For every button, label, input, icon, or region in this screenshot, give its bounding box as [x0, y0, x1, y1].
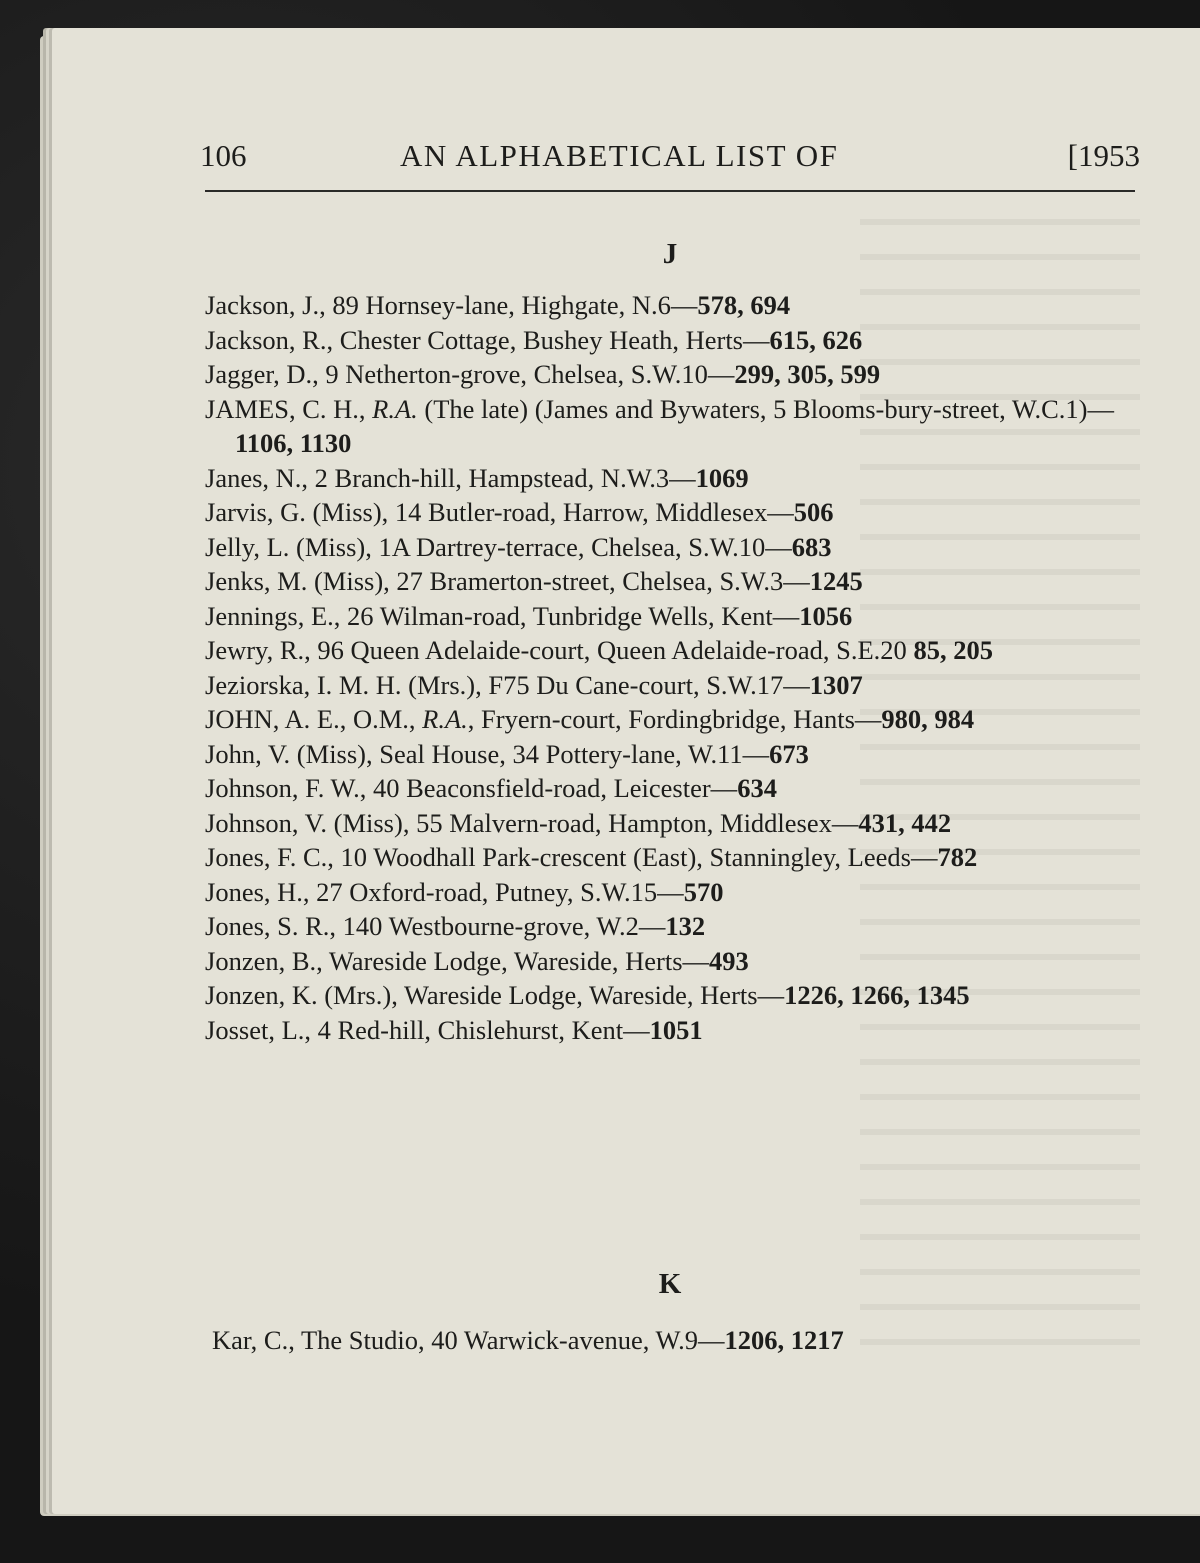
list-entry [205, 978, 1145, 1013]
entry-numbers: 493 [709, 945, 749, 976]
entry-numbers: 980, 984 [881, 704, 975, 734]
list-entry [205, 737, 1145, 772]
list-entry [205, 771, 1145, 806]
entry-numbers: 299, 305, 599 [734, 359, 881, 389]
header-rule [205, 190, 1135, 192]
entry-name: JOHN, A. E., O.M., [205, 704, 423, 734]
list-entry [205, 564, 1145, 599]
entry-address: Jennings, E., 26 Wilman-road, Tunbridge Wells, Kent— [205, 600, 800, 631]
entry-numbers: 578, 694 [697, 290, 791, 320]
list-entry [205, 1013, 1145, 1048]
entry-address: Josset, L., 4 Red-hill, Chislehurst, Kent— [205, 1014, 650, 1045]
entry-address: Jeziorska, I. M. H. (Mrs.), F75 Du Cane-court, S.W.17— [205, 669, 810, 700]
list-entry [205, 392, 1145, 461]
entry-numbers: 1069 [695, 462, 749, 493]
list-entry [205, 495, 1145, 530]
section-letter-j: J [662, 238, 678, 270]
entry-numbers: 1245 [809, 566, 863, 596]
entry-address: Jelly, L. (Miss), 1A Dartrey-terrace, Chelsea, S.W.10— [205, 531, 792, 562]
entries-list-j [205, 288, 1145, 1047]
list-entry [205, 599, 1145, 634]
entry-numbers: 506 [793, 497, 834, 527]
entry-numbers: 1307 [809, 669, 863, 700]
entry-address: Johnson, F. W., 40 Beaconsfield-road, Leicester— [205, 773, 738, 803]
entry-numbers: 634 [737, 773, 777, 803]
entry-address: Johnson, V. (Miss), 55 Malvern-road, Hampton, Middlesex— [205, 807, 859, 838]
list-entry [205, 530, 1145, 565]
entry-address: Jenks, M. (Miss), 27 Bramerton-street, Chelsea, S.W.3— [205, 566, 810, 596]
year-label: [1953 [1067, 138, 1140, 173]
list-entry [205, 357, 1145, 392]
entry-address: John, V. (Miss), Seal House, 34 Pottery-lane, W.11— [205, 738, 770, 769]
entry-address: Jones, H., 27 Oxford-road, Putney, S.W.15— [205, 876, 684, 907]
list-entry [205, 633, 1145, 668]
list-entry [205, 806, 1145, 841]
entry-address: Jackson, J., 89 Hornsey-lane, Highgate, N.6— [205, 290, 698, 320]
entry-numbers: 85, 205 [913, 635, 993, 665]
list-entry [205, 461, 1145, 496]
entry-numbers: 1051 [649, 1014, 703, 1045]
entry-address: Jewry, R., 96 Queen Adelaide-court, Queen Adelaide-road, S.E.20 [205, 635, 914, 665]
entry-address: Kar, C., The Studio, 40 Warwick-avenue, W.9— [212, 1325, 725, 1355]
entry-address: , Fryern-court, Fordingbridge, Hants— [467, 704, 882, 734]
entry-address: Jagger, D., 9 Netherton-grove, Chelsea, S.W.10— [205, 359, 735, 389]
entry-address: Jones, S. R., 140 Westbourne-grove, W.2— [205, 911, 666, 941]
entry-address: Janes, N., 2 Branch-hill, Hampstead, N.W.3— [205, 462, 696, 493]
page-number: 106 [200, 138, 247, 173]
list-entry [212, 1323, 1152, 1358]
entry-address: Jackson, R., Chester Cottage, Bushey Heath, Herts— [205, 324, 770, 355]
list-entry [205, 944, 1145, 979]
entry-numbers: 1226, 1266, 1345 [784, 980, 970, 1010]
list-entry [205, 668, 1145, 703]
list-entry [205, 288, 1145, 323]
entry-numbers: 570 [683, 876, 724, 907]
entry-title-italic: R.A. [372, 393, 418, 424]
list-entry [205, 323, 1145, 358]
section-letter-k: K [658, 1268, 682, 1300]
entry-numbers: 132 [665, 911, 706, 941]
list-entry [205, 702, 1145, 737]
entry-numbers: 431, 442 [858, 807, 952, 838]
list-entry [205, 875, 1145, 910]
page-title: AN ALPHABETICAL LIST OF [400, 138, 839, 173]
entry-numbers: 1056 [799, 600, 853, 631]
entry-numbers: 782 [937, 842, 978, 872]
entry-numbers: 683 [791, 531, 832, 562]
entry-name: JAMES, C. H., [205, 393, 373, 424]
entry-numbers: 1206, 1217 [724, 1325, 844, 1355]
list-entry [205, 909, 1145, 944]
entry-numbers: 673 [769, 738, 809, 769]
entry-address: Jarvis, G. (Miss), 14 Butler-road, Harrow, Middlesex— [205, 497, 794, 527]
entry-address: Jonzen, K. (Mrs.), Wareside Lodge, Wareside, Herts— [205, 980, 785, 1010]
entries-list-k [212, 1323, 1152, 1358]
entry-title-italic: R.A. [422, 704, 468, 734]
entry-numbers: 1106, 1130 [235, 428, 352, 458]
entry-address: (The late) (James and Bywaters, 5 Blooms-bury-street, W.C.1)— [417, 393, 1114, 424]
entry-address: Jones, F. C., 10 Woodhall Park-crescent (East), Stanningley, Leeds— [205, 842, 938, 872]
list-entry [205, 840, 1145, 875]
running-header [200, 138, 1140, 182]
entry-address: Jonzen, B., Wareside Lodge, Wareside, Herts— [205, 945, 710, 976]
entry-numbers: 615, 626 [769, 324, 863, 355]
